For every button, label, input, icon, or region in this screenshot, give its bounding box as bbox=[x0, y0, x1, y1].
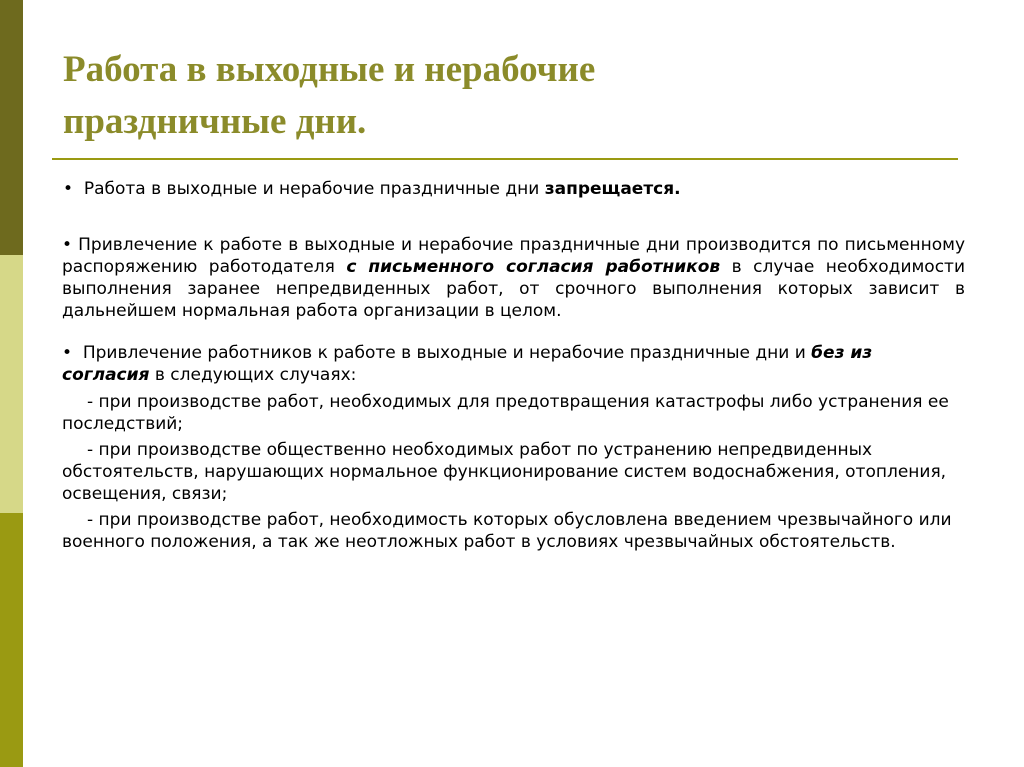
title-underline bbox=[52, 158, 958, 160]
case-item-catastrophe: - при производстве работ, необходимых для предотвращения катастрофы либо устранения ее последствий; bbox=[62, 392, 949, 434]
bullet-marker: • bbox=[63, 179, 74, 199]
slide-title-line-1: Работа в выходные и нерабочие bbox=[63, 49, 596, 90]
bullet-marker: • bbox=[62, 235, 73, 255]
bullet-written-consent-text: Привлечение к работе в выходные и нерабочие праздничные дни производится по письменному распоряжению работодателя bbox=[62, 235, 965, 277]
bullet-prohibition-bold: запрещается. bbox=[544, 179, 681, 199]
case-item-utilities: - при производстве общественно необходимых работ по устранению непредвиденных обстоятельств, нарушающих нормальное функционирование систем водоснабжения, отопления, освещения, связи; bbox=[62, 440, 947, 504]
bullet-without-consent-emphasis: без из согласия bbox=[62, 343, 873, 385]
accent-bar-top bbox=[0, 0, 23, 255]
slide-title-line-2: праздничные дни. bbox=[63, 101, 367, 142]
slide-title bbox=[63, 44, 943, 148]
bullet-prohibition bbox=[62, 178, 965, 200]
bullet-written-consent-emphasis: с письменного согласия работников bbox=[346, 257, 721, 277]
bullet-without-consent-text-after: в следующих случаях: bbox=[149, 365, 357, 385]
accent-bar-bottom bbox=[0, 513, 23, 767]
bullet-marker: • bbox=[62, 343, 73, 363]
slide-body bbox=[62, 178, 965, 553]
bullet-without-consent-text: Привлечение работников к работе в выходные и нерабочие праздничные дни и bbox=[82, 343, 812, 363]
bullet-without-consent bbox=[62, 342, 965, 386]
bullet-prohibition-text: Работа в выходные и нерабочие праздничные дни bbox=[83, 179, 545, 199]
bullet-written-consent-text-after: в случае необходимости выполнения заранее непредвиденных работ, от срочного выполнения которых зависит в дальнейшем нормальная работа организации в целом. bbox=[62, 257, 966, 321]
bullet-written-consent bbox=[62, 234, 965, 322]
accent-bar-middle bbox=[0, 255, 23, 513]
case-item-emergency: - при производстве работ, необходимость которых обусловлена введением чрезвычайного или военного положения, а так же неотложных работ в условиях чрезвычайных обстоятельств. bbox=[62, 510, 952, 552]
